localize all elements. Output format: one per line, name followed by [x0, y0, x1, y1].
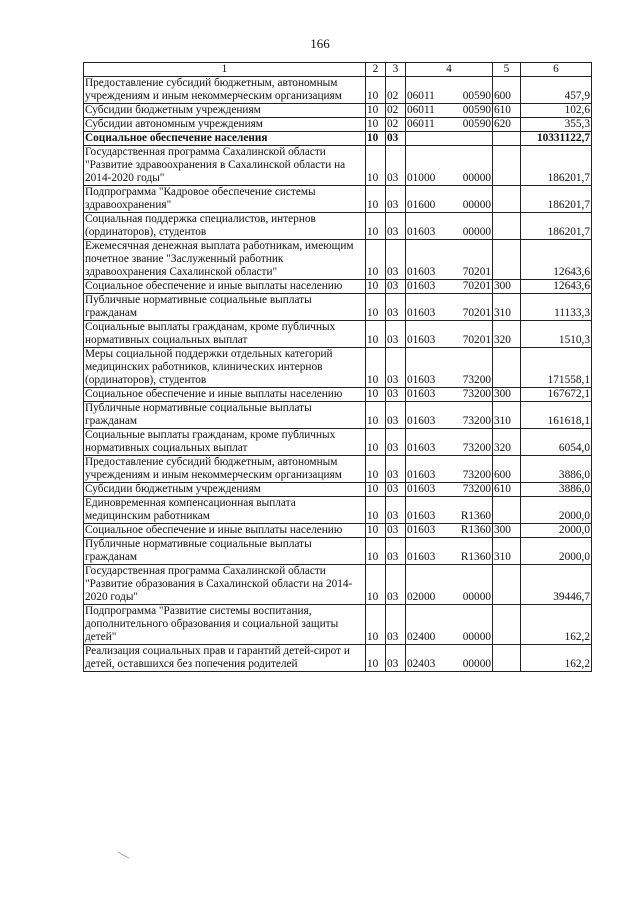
row-amount-cell: 167672,1: [521, 388, 592, 402]
target-article-code: [407, 469, 491, 482]
row-name-cell: Подпрограмма "Развитие системы воспитания, дополнительного образования и социальной защиты детей": [84, 605, 366, 645]
target-article-direction-code: 00000: [462, 199, 491, 211]
row-subsection-cell: 03: [386, 483, 406, 497]
target-article-code: [407, 280, 491, 293]
row-target-article-cell: [406, 146, 493, 186]
row-subsection-cell: 03: [386, 240, 406, 280]
row-target-article-cell: [406, 497, 493, 524]
target-article-code: [407, 524, 491, 537]
target-article-direction-code: 73200: [462, 374, 491, 386]
row-expense-type-cell: [493, 605, 521, 645]
row-name-cell: Государственная программа Сахалинской области "Развитие здравоохранения в Сахалинской области на 2014-2020 годы": [84, 146, 366, 186]
row-name-cell: Социальные выплаты гражданам, кроме публичных нормативных социальных выплат: [84, 429, 366, 456]
target-article-program-code: 01603: [407, 280, 436, 292]
target-article-program-code: 06011: [407, 90, 435, 102]
page-number: 166: [310, 36, 330, 51]
row-expense-type-cell: 300: [493, 524, 521, 538]
row-subsection-cell: 03: [386, 213, 406, 240]
row-target-article-cell: [406, 402, 493, 429]
row-expense-type-cell: 610: [493, 104, 521, 118]
row-section-cell: 10: [366, 645, 386, 672]
target-article-code: [407, 90, 491, 103]
target-article-direction-code: 73200: [462, 388, 491, 400]
row-section-cell: 10: [366, 240, 386, 280]
header-col-3: 3: [386, 63, 406, 77]
row-expense-type-cell: 600: [493, 77, 521, 104]
header-col-5: 5: [493, 63, 521, 77]
row-expense-type-cell: [493, 146, 521, 186]
row-name-cell: Государственная программа Сахалинской области "Развитие образования в Сахалинской области на 2014-2020 годы": [84, 565, 366, 605]
table-row: [84, 483, 592, 497]
row-target-article-cell: [406, 388, 493, 402]
target-article-direction-code: 00590: [462, 104, 491, 116]
target-article-program-code: 01603: [407, 374, 436, 386]
table-row: [84, 402, 592, 429]
row-target-article-cell: [406, 456, 493, 483]
target-article-direction-code: 73200: [462, 483, 491, 495]
table-row: [84, 146, 592, 186]
row-subsection-cell: 03: [386, 294, 406, 321]
target-article-program-code: 02400: [407, 631, 436, 643]
row-name-cell: Социальное обеспечение и иные выплаты населению: [84, 388, 366, 402]
target-article-program-code: 01603: [407, 551, 436, 563]
target-article-direction-code: 73200: [462, 415, 491, 427]
table-row: [84, 77, 592, 104]
table-row: [84, 429, 592, 456]
row-expense-type-cell: [493, 497, 521, 524]
row-target-article-cell: [406, 104, 493, 118]
row-section-cell: 10: [366, 497, 386, 524]
row-expense-type-cell: [493, 348, 521, 388]
target-article-program-code: 01600: [407, 199, 436, 211]
row-amount-cell: 162,2: [521, 605, 592, 645]
row-section-cell: 10: [366, 118, 386, 132]
row-name-cell: Публичные нормативные социальные выплаты гражданам: [84, 402, 366, 429]
target-article-code: [407, 374, 491, 387]
row-expense-type-cell: 310: [493, 402, 521, 429]
row-section-cell: 10: [366, 213, 386, 240]
target-article-direction-code: 70201: [462, 280, 491, 292]
row-name-cell: Социальное обеспечение и иные выплаты населению: [84, 280, 366, 294]
row-expense-type-cell: 300: [493, 388, 521, 402]
target-article-program-code: 01603: [407, 307, 436, 319]
row-section-cell: 10: [366, 104, 386, 118]
target-article-program-code: 01603: [407, 483, 436, 495]
row-amount-cell: 2000,0: [521, 497, 592, 524]
row-amount-cell: 186201,7: [521, 186, 592, 213]
target-article-program-code: 02403: [407, 658, 436, 670]
row-section-cell: 10: [366, 538, 386, 565]
row-amount-cell: 355,3: [521, 118, 592, 132]
table-row: [84, 118, 592, 132]
row-amount-cell: 186201,7: [521, 213, 592, 240]
row-target-article-cell: [406, 524, 493, 538]
row-name-cell: Меры социальной поддержки отдельных категорий медицинских работников, клинических интернов (ординаторов), студентов: [84, 348, 366, 388]
target-article-code: [407, 510, 491, 523]
row-target-article-cell: [406, 280, 493, 294]
row-section-cell: 10: [366, 524, 386, 538]
target-article-direction-code: 00000: [462, 172, 491, 184]
target-article-program-code: 01603: [407, 388, 436, 400]
row-amount-cell: 12643,6: [521, 240, 592, 280]
row-expense-type-cell: 620: [493, 118, 521, 132]
target-article-program-code: 01603: [407, 442, 436, 454]
target-article-program-code: 01603: [407, 334, 436, 346]
row-section-cell: 10: [366, 132, 386, 146]
row-amount-cell: 1510,3: [521, 321, 592, 348]
row-section-cell: 10: [366, 605, 386, 645]
row-name-cell: Социальная поддержка специалистов, интернов (ординаторов), студентов: [84, 213, 366, 240]
table-row: [84, 388, 592, 402]
row-subsection-cell: 03: [386, 429, 406, 456]
row-name-cell: Подпрограмма "Кадровое обеспечение системы здравоохранения": [84, 186, 366, 213]
row-subsection-cell: 03: [386, 388, 406, 402]
row-amount-cell: 171558,1: [521, 348, 592, 388]
target-article-direction-code: R1360: [460, 524, 491, 536]
stray-pen-mark: [117, 850, 131, 860]
target-article-program-code: 01603: [407, 469, 436, 481]
table-row: [84, 565, 592, 605]
budget-table: [83, 62, 592, 672]
row-section-cell: 10: [366, 321, 386, 348]
target-article-code: [407, 172, 491, 185]
target-article-direction-code: 00590: [462, 90, 491, 102]
target-article-code: [407, 483, 491, 496]
row-name-cell: Публичные нормативные социальные выплаты гражданам: [84, 538, 366, 565]
row-target-article-cell: [406, 565, 493, 605]
row-amount-cell: 11133,3: [521, 294, 592, 321]
row-subsection-cell: 03: [386, 186, 406, 213]
target-article-code: [407, 388, 491, 401]
row-amount-cell: 39446,7: [521, 565, 592, 605]
row-amount-cell: 2000,0: [521, 538, 592, 565]
row-expense-type-cell: 600: [493, 456, 521, 483]
row-target-article-cell: [406, 186, 493, 213]
table-row: [84, 104, 592, 118]
row-section-cell: 10: [366, 483, 386, 497]
table-row: [84, 213, 592, 240]
target-article-direction-code: 00000: [462, 631, 491, 643]
row-amount-cell: 186201,7: [521, 146, 592, 186]
row-section-cell: 10: [366, 348, 386, 388]
row-target-article-cell: [406, 77, 493, 104]
row-target-article-cell: [406, 118, 493, 132]
row-subsection-cell: 03: [386, 497, 406, 524]
row-subsection-cell: 03: [386, 538, 406, 565]
table-row: [84, 240, 592, 280]
table-row: [84, 605, 592, 645]
header-col-1: 1: [84, 63, 366, 77]
table-row: [84, 294, 592, 321]
table-row: [84, 280, 592, 294]
row-amount-cell: 10331122,7: [521, 132, 592, 146]
row-name-cell: Социальное обеспечение и иные выплаты населению: [84, 524, 366, 538]
target-article-program-code: 01000: [407, 172, 436, 184]
target-article-direction-code: 70201: [462, 307, 491, 319]
row-subsection-cell: 03: [386, 348, 406, 388]
row-amount-cell: 3886,0: [521, 456, 592, 483]
row-expense-type-cell: [493, 565, 521, 605]
row-subsection-cell: 03: [386, 605, 406, 645]
row-name-cell: Социальное обеспечение населения: [84, 132, 366, 146]
target-article-program-code: 01603: [407, 415, 436, 427]
target-article-program-code: 01603: [407, 226, 436, 238]
row-subsection-cell: 02: [386, 77, 406, 104]
row-subsection-cell: 03: [386, 146, 406, 186]
row-target-article-cell: [406, 429, 493, 456]
row-expense-type-cell: 310: [493, 538, 521, 565]
target-article-program-code: 02000: [407, 591, 436, 603]
target-article-code: [407, 415, 491, 428]
row-target-article-cell: [406, 645, 493, 672]
table-row: [84, 456, 592, 483]
target-article-code: [407, 334, 491, 347]
row-name-cell: Предоставление субсидий бюджетным, автономным учреждениям и иным некоммерческим организациям: [84, 77, 366, 104]
target-article-direction-code: 73200: [462, 442, 491, 454]
row-amount-cell: 162,2: [521, 645, 592, 672]
row-subsection-cell: 03: [386, 280, 406, 294]
row-subsection-cell: 03: [386, 565, 406, 605]
row-section-cell: 10: [366, 456, 386, 483]
row-name-cell: Реализация социальных прав и гарантий детей-сирот и детей, оставшихся без попечения родителей: [84, 645, 366, 672]
row-target-article-cell: [406, 605, 493, 645]
row-target-article-cell: [406, 483, 493, 497]
row-target-article-cell: [406, 348, 493, 388]
row-name-cell: Ежемесячная денежная выплата работникам, имеющим почетное звание "Заслуженный работник здравоохранения Сахалинской области": [84, 240, 366, 280]
target-article-direction-code: R1360: [460, 551, 491, 563]
row-section-cell: 10: [366, 77, 386, 104]
row-target-article-cell: [406, 240, 493, 280]
row-expense-type-cell: 300: [493, 280, 521, 294]
row-name-cell: Социальные выплаты гражданам, кроме публичных нормативных социальных выплат: [84, 321, 366, 348]
row-section-cell: 10: [366, 146, 386, 186]
row-expense-type-cell: [493, 645, 521, 672]
row-target-article-cell: [406, 321, 493, 348]
target-article-direction-code: 00000: [462, 226, 491, 238]
table-row: [84, 538, 592, 565]
row-section-cell: 10: [366, 402, 386, 429]
row-amount-cell: 2000,0: [521, 524, 592, 538]
row-subsection-cell: 03: [386, 524, 406, 538]
row-amount-cell: 12643,6: [521, 280, 592, 294]
row-amount-cell: 3886,0: [521, 483, 592, 497]
row-subsection-cell: 03: [386, 321, 406, 348]
table-body: [84, 77, 592, 672]
target-article-code: [407, 551, 491, 564]
row-target-article-cell: [406, 213, 493, 240]
row-section-cell: 10: [366, 186, 386, 213]
target-article-code: [407, 442, 491, 455]
table-row: [84, 497, 592, 524]
row-amount-cell: 102,6: [521, 104, 592, 118]
row-expense-type-cell: [493, 186, 521, 213]
row-amount-cell: 6054,0: [521, 429, 592, 456]
table-row: [84, 186, 592, 213]
target-article-code: [407, 631, 491, 644]
header-col-6: 6: [521, 63, 592, 77]
header-col-4: 4: [406, 63, 493, 77]
row-expense-type-cell: 320: [493, 429, 521, 456]
target-article-direction-code: 70201: [462, 334, 491, 346]
target-article-code: [407, 266, 491, 279]
row-target-article-cell: [406, 132, 493, 146]
row-section-cell: 10: [366, 280, 386, 294]
target-article-direction-code: 00590: [462, 118, 491, 130]
row-subsection-cell: 03: [386, 645, 406, 672]
row-target-article-cell: [406, 538, 493, 565]
row-expense-type-cell: 310: [493, 294, 521, 321]
row-expense-type-cell: [493, 132, 521, 146]
row-subsection-cell: 03: [386, 132, 406, 146]
table-row: [84, 132, 592, 146]
table-row: [84, 645, 592, 672]
row-name-cell: Субсидии бюджетным учреждениям: [84, 483, 366, 497]
table-header-row: [84, 63, 592, 77]
row-target-article-cell: [406, 294, 493, 321]
header-col-2: 2: [366, 63, 386, 77]
target-article-code: [407, 658, 491, 671]
target-article-code: [407, 104, 491, 117]
target-article-program-code: 01603: [407, 266, 436, 278]
row-subsection-cell: 03: [386, 402, 406, 429]
target-article-code: [407, 199, 491, 212]
target-article-direction-code: R1360: [460, 510, 491, 522]
row-name-cell: Субсидии бюджетным учреждениям: [84, 104, 366, 118]
row-expense-type-cell: 320: [493, 321, 521, 348]
target-article-code: [407, 591, 491, 604]
row-subsection-cell: 02: [386, 104, 406, 118]
target-article-direction-code: 00000: [462, 658, 491, 670]
target-article-program-code: 06011: [407, 118, 435, 130]
table-row: [84, 348, 592, 388]
target-article-direction-code: 00000: [462, 591, 491, 603]
row-expense-type-cell: [493, 240, 521, 280]
target-article-direction-code: 70201: [462, 266, 491, 278]
row-section-cell: 10: [366, 294, 386, 321]
row-section-cell: 10: [366, 388, 386, 402]
target-article-code: [407, 307, 491, 320]
row-name-cell: Единовременная компенсационная выплата медицинским работникам: [84, 497, 366, 524]
row-amount-cell: 161618,1: [521, 402, 592, 429]
target-article-program-code: 01603: [407, 524, 436, 536]
row-name-cell: Публичные нормативные социальные выплаты гражданам: [84, 294, 366, 321]
target-article-code: [407, 226, 491, 239]
row-expense-type-cell: [493, 213, 521, 240]
row-subsection-cell: 03: [386, 456, 406, 483]
table-row: [84, 321, 592, 348]
row-section-cell: 10: [366, 429, 386, 456]
target-article-direction-code: 73200: [462, 469, 491, 481]
row-expense-type-cell: 610: [493, 483, 521, 497]
target-article-program-code: 01603: [407, 510, 436, 522]
row-subsection-cell: 02: [386, 118, 406, 132]
target-article-code: [407, 118, 491, 131]
row-name-cell: Предоставление субсидий бюджетным, автономным учреждениям и иным некоммерческим организациям: [84, 456, 366, 483]
row-section-cell: 10: [366, 565, 386, 605]
table-row: [84, 524, 592, 538]
row-amount-cell: 457,9: [521, 77, 592, 104]
target-article-program-code: 06011: [407, 104, 435, 116]
row-name-cell: Субсидии автономным учреждениям: [84, 118, 366, 132]
